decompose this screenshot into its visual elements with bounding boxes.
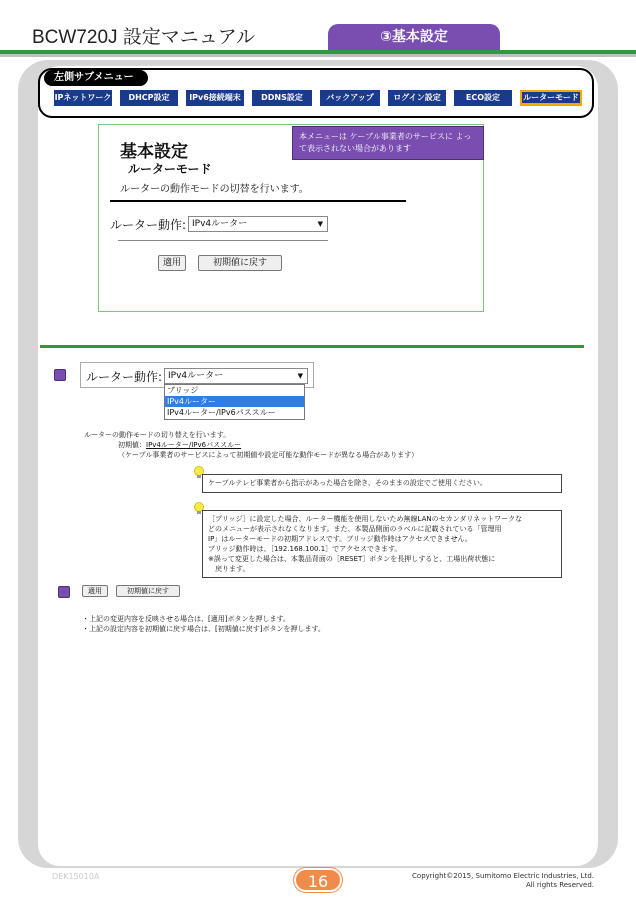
tip2-line: ※誤って変更した場合は、本製品背面の［RESET］ボタンを長押しすると、工場出荷状態に	[208, 555, 496, 563]
tip2-line: IP」はルーターモードの初期アドレスです。ブリッジ動作時はアクセスできません。	[208, 535, 472, 543]
header-gray-rule	[0, 54, 636, 57]
service-note: 本メニューは ケーブル事業者のサービスに よって表示されない場合があります	[292, 126, 484, 160]
screenshot-thin-divider	[118, 240, 328, 241]
tip2-line: ［ブリッジ］に設定した場合、ルーター機能を使用しないため無線LANのセカンダリネットワークな	[208, 515, 523, 523]
screenshot-divider	[110, 200, 406, 202]
chevron-down-icon: ▼	[297, 372, 303, 380]
menu-ip-network[interactable]: IPネットワーク	[54, 90, 112, 106]
screenshot-router-label: ルーター動作:	[110, 218, 187, 232]
menu-dhcp[interactable]: DHCP設定	[120, 90, 178, 106]
screenshot-apply-button[interactable]: 適用	[158, 255, 186, 271]
default-value: IPv4ルーター/IPv6パススルー	[146, 441, 242, 449]
router-mode-select-value: IPv4ルーター	[168, 371, 224, 381]
reset-button[interactable]: 初期値に戻す	[116, 585, 180, 597]
tip2-line: 戻ります。	[208, 565, 250, 573]
tip2-line: ブリッジ動作時は、［192.168.100.1］でアクセスできます。	[208, 545, 402, 553]
router-mode-select[interactable]	[164, 368, 308, 384]
doc-id: DEK15010A	[52, 872, 100, 881]
screenshot-subtitle: ルーターモード	[128, 162, 212, 176]
buttons-desc-line1: ・上記の変更内容を反映させる場合は、[適用]ボタンを押します。	[82, 615, 290, 623]
option-ipv4-ipv6-passthrough[interactable]: IPv4ルーター/IPv6パススルー	[167, 408, 276, 417]
section-divider	[40, 345, 584, 348]
copyright-line: Copyright©2015, Sumitomo Electric Industries, Ltd.	[412, 872, 594, 880]
bullet-icon	[54, 369, 66, 381]
menu-router-mode[interactable]: ルーターモード	[520, 90, 582, 106]
menu-backup[interactable]: バックアップ	[320, 90, 380, 106]
copyright	[412, 872, 594, 890]
chapter-tab: ③基本設定	[328, 24, 500, 50]
rights-line: All rights Reserved.	[525, 881, 594, 889]
tip2-line: どのメニューが表示されなくなります。また、本製品側面のラベルに記載されている「管理用	[208, 525, 502, 533]
screenshot-router-select[interactable]	[188, 216, 328, 232]
page-number: 16	[294, 868, 342, 892]
router-desc-default	[118, 440, 241, 450]
tip-box-2	[202, 510, 562, 578]
bullet-icon	[58, 586, 70, 598]
default-prefix: 初期値：	[118, 441, 146, 449]
screenshot-reset-button[interactable]: 初期値に戻す	[198, 255, 282, 271]
menu-eco[interactable]: ECO設定	[454, 90, 512, 106]
menu-ddns[interactable]: DDNS設定	[252, 90, 312, 106]
screenshot-select-value: IPv4ルーター	[192, 219, 248, 229]
tip-box-1: ケーブルテレビ事業者から指示があった場合を除き、そのままの設定でご使用ください。	[202, 474, 562, 493]
router-mode-label: ルーター動作:	[86, 370, 163, 384]
doc-title: BCW720J 設定マニュアル	[32, 27, 256, 48]
apply-button[interactable]: 適用	[82, 585, 108, 597]
screenshot-description: ルーターの動作モードの切替を行います。	[120, 184, 309, 195]
menu-ipv6-devices[interactable]: IPv6接続端末	[186, 90, 244, 106]
submenu-label: 左側サブメニュー	[44, 70, 148, 86]
router-desc-line3: （ケーブル事業者のサービスによって初期値や設定可能な動作モードが異なる場合があります）	[118, 451, 419, 459]
buttons-desc-line2: ・上記の設定内容を初期値に戻す場合は、[初期値に戻す]ボタンを押します。	[82, 625, 325, 633]
screenshot-title: 基本設定	[120, 142, 188, 162]
option-bridge[interactable]: ブリッジ	[167, 386, 199, 395]
menu-login[interactable]: ログイン設定	[388, 90, 446, 106]
router-desc-line1: ルーターの動作モードの切り替えを行います。	[84, 431, 231, 439]
option-ipv4-router[interactable]: IPv4ルーター	[165, 396, 304, 407]
chevron-down-icon: ▼	[317, 220, 323, 228]
